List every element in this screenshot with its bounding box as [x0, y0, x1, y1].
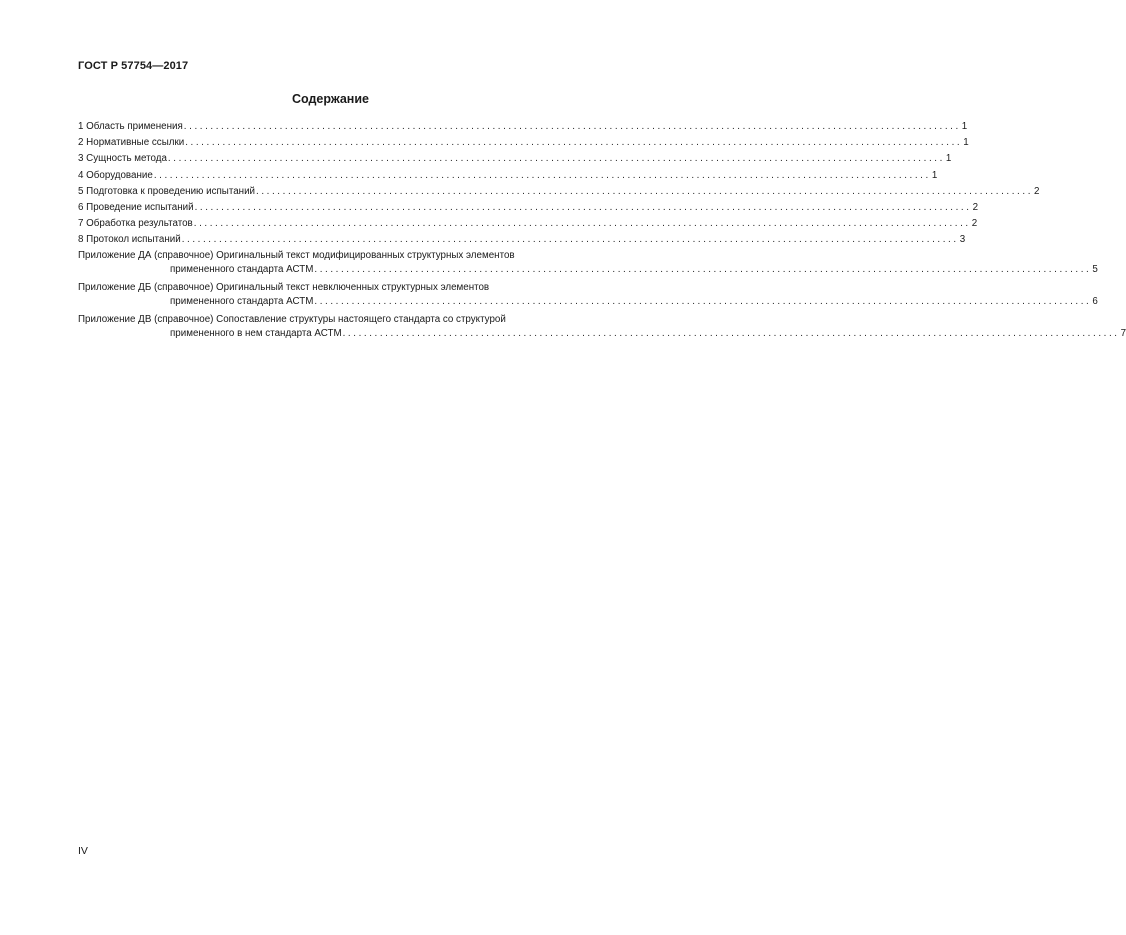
toc-entry-page: 3	[959, 234, 966, 246]
toc-entry-label: 1 Область применения	[78, 121, 183, 132]
appendix-continuation	[78, 263, 1098, 277]
toc-entry-page: 1	[945, 153, 952, 165]
dot-leader: ..................................................................................................................................................	[314, 263, 1092, 275]
toc-entry-label: 2 Нормативные ссылки	[78, 137, 185, 149]
toc-entry-label: 8 Протокол испытаний	[78, 234, 181, 246]
toc-entry-page: 7	[1120, 327, 1126, 339]
appendix-title: Приложение ДА (справочное) Оригинальный текст модифицированных структурных элементов	[78, 249, 515, 261]
appendix-title-continued: примененного стандарта АСТМ	[170, 295, 314, 307]
toc-entry-4[interactable]	[78, 168, 938, 184]
toc-appendix-dv[interactable]	[78, 313, 1126, 341]
appendix-continuation	[78, 327, 1126, 341]
appendix-title: Приложение ДБ (справочное) Оригинальный текст невключенных структурных элементов	[78, 281, 490, 293]
dot-leader: ..................................................................................................................................................	[342, 327, 1120, 339]
toc-entry-label: 5 Подготовка к проведению испытаний	[78, 185, 256, 197]
dot-leader: ..................................................................................................................................................	[153, 169, 931, 181]
dot-leader: ..................................................................................................................................................	[256, 185, 1034, 197]
appendix-continuation	[78, 295, 1098, 309]
toc-entry-label: 7 Обработка результатов	[78, 218, 193, 230]
page-number: IV	[78, 845, 88, 857]
toc-entry-page: 2	[971, 218, 978, 230]
dot-leader: ..................................................................................................................................................	[193, 218, 971, 230]
toc-entry-page: 6	[1092, 295, 1098, 307]
toc-entry-7[interactable]	[78, 216, 978, 232]
toc-entry-label: 4 Оборудование	[78, 169, 153, 181]
toc-entry-page: 5	[1092, 263, 1098, 275]
dot-leader: ..................................................................................................................................................	[181, 234, 959, 246]
toc-entry-page: 2	[972, 202, 979, 214]
toc-entry-5[interactable]	[78, 184, 1040, 200]
toc-entry-8[interactable]	[78, 232, 966, 248]
dot-leader: ..................................................................................................................................................	[183, 121, 961, 132]
toc-entry-2[interactable]	[78, 135, 969, 151]
toc-entry-1[interactable]	[78, 119, 968, 135]
toc-entry-3[interactable]	[78, 151, 952, 167]
document-code-header: ГОСТ Р 57754—2017	[78, 60, 189, 72]
dot-leader: ..................................................................................................................................................	[314, 295, 1092, 307]
toc-entry-6[interactable]	[78, 200, 979, 216]
toc-entry-page: 1	[961, 121, 968, 132]
toc-entry-page: 1	[931, 169, 938, 181]
toc-entry-label: 3 Сущность метода	[78, 153, 167, 165]
toc-entry-page: 1	[963, 137, 969, 149]
toc-appendix-da[interactable]	[78, 249, 1098, 277]
table-of-contents	[78, 119, 1126, 341]
appendix-title-continued: примененного стандарта АСТМ	[170, 263, 314, 275]
toc-title: Содержание	[291, 92, 369, 106]
toc-appendix-db[interactable]	[78, 281, 1098, 309]
dot-leader: ..................................................................................................................................................	[185, 137, 963, 149]
appendix-title: Приложение ДВ (справочное) Сопоставление структуры настоящего стандарта со структурой	[78, 313, 506, 325]
dot-leader: ..................................................................................................................................................	[167, 153, 945, 165]
toc-entry-label: 6 Проведение испытаний	[78, 202, 194, 214]
toc-entry-page: 2	[1034, 185, 1040, 197]
dot-leader: ..................................................................................................................................................	[194, 202, 972, 214]
appendix-title-continued: примененного в нем стандарта АСТМ	[170, 327, 342, 339]
